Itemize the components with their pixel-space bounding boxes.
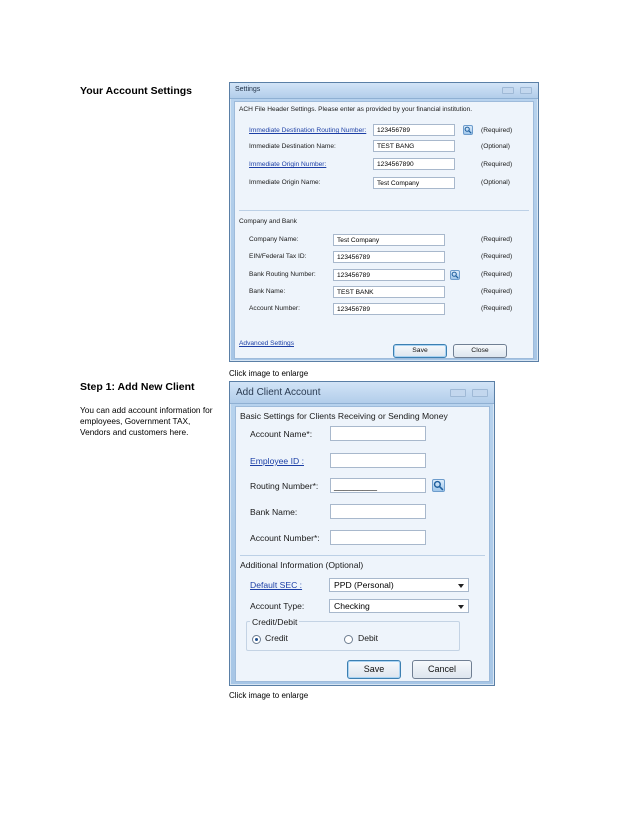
account-number-label: Account Number*: xyxy=(250,533,320,543)
default-sec-select[interactable] xyxy=(329,578,469,592)
account-type-label: Account Type: xyxy=(250,601,305,611)
ein-hint: (Required) xyxy=(481,253,513,260)
employee-id-input[interactable] xyxy=(330,453,426,468)
minimize-icon[interactable] xyxy=(450,389,466,397)
bank-name-hint: (Required) xyxy=(481,288,513,295)
dest-name-input[interactable]: TEST BANG xyxy=(373,140,455,152)
close-icon[interactable] xyxy=(472,389,488,397)
debit-radio[interactable] xyxy=(344,635,353,644)
caption-settings[interactable]: Click image to enlarge xyxy=(229,369,309,378)
magnifier-icon xyxy=(464,126,472,134)
default-sec-link[interactable]: Default SEC : xyxy=(250,580,303,590)
routing-number-input[interactable]: _________ xyxy=(330,478,426,493)
additional-info-title: Additional Information (Optional) xyxy=(240,560,364,570)
minimize-icon[interactable] xyxy=(502,87,514,94)
caption-add-client[interactable]: Click image to enlarge xyxy=(229,691,309,700)
bank-name-input[interactable] xyxy=(330,504,426,519)
chevron-down-icon xyxy=(458,584,464,588)
section-divider xyxy=(239,210,529,211)
credit-label: Credit xyxy=(265,633,288,643)
account-number-input[interactable] xyxy=(330,530,426,545)
heading-account-settings: Your Account Settings xyxy=(80,85,193,97)
origin-name-input[interactable]: Test Company xyxy=(373,177,455,189)
origin-name-hint: (Optional) xyxy=(481,179,510,186)
company-name-input[interactable]: Test Company xyxy=(333,234,445,246)
add-client-title-bar xyxy=(230,382,494,404)
ach-header-text: ACH File Header Settings. Please enter as provided by your financial institution. xyxy=(239,106,473,113)
magnifier-icon xyxy=(433,480,444,491)
company-name-label: Company Name: xyxy=(249,236,299,243)
settings-title: Settings xyxy=(235,86,261,93)
save-button[interactable]: Save xyxy=(393,344,447,358)
credit-radio[interactable] xyxy=(252,635,261,644)
heading-step-1: Step 1: Add New Client xyxy=(80,381,195,393)
bank-routing-label: Bank Routing Number: xyxy=(249,271,316,278)
routing-lookup-button[interactable] xyxy=(432,479,445,492)
company-section-title: Company and Bank xyxy=(239,218,297,225)
magnifier-icon xyxy=(451,271,459,279)
dest-routing-hint: (Required) xyxy=(481,127,513,134)
bank-name-label: Bank Name: xyxy=(250,507,298,517)
settings-content xyxy=(234,101,534,359)
add-client-dialog xyxy=(229,381,495,686)
debit-label: Debit xyxy=(358,633,379,643)
credit-debit-label: Credit/Debit xyxy=(252,617,298,627)
account-number-input[interactable]: 123456789 xyxy=(333,303,445,315)
employee-id-link[interactable]: Employee ID : xyxy=(250,456,304,466)
bank-routing-hint: (Required) xyxy=(481,271,513,278)
origin-number-link[interactable]: Immediate Origin Number: xyxy=(249,161,327,168)
cancel-button[interactable]: Cancel xyxy=(412,660,472,679)
settings-title-bar xyxy=(230,83,538,99)
section-divider xyxy=(240,555,485,556)
dest-routing-input[interactable]: 123456789 xyxy=(373,124,455,136)
bank-name-label: Bank Name: xyxy=(249,288,286,295)
bank-name-input[interactable]: TEST BANK xyxy=(333,286,445,298)
step-1-description: You can add account information for employees, Government TAX, Vendors and customers here. xyxy=(80,405,213,437)
chevron-down-icon xyxy=(458,605,464,609)
account-number-hint: (Required) xyxy=(481,305,513,312)
basic-settings-title: Basic Settings for Clients Receiving or Sending Money xyxy=(240,411,448,421)
settings-dialog xyxy=(229,82,539,362)
advanced-settings-link[interactable]: Advanced Settings xyxy=(239,340,294,347)
bank-routing-input[interactable]: 123456789 xyxy=(333,269,445,281)
save-button[interactable]: Save xyxy=(347,660,401,679)
account-type-select[interactable] xyxy=(329,599,469,613)
account-name-label: Account Name*: xyxy=(250,429,313,439)
ein-label: EIN/Federal Tax ID: xyxy=(249,253,307,260)
default-sec-value: PPD (Personal) xyxy=(334,580,394,590)
account-name-input[interactable] xyxy=(330,426,426,441)
company-name-hint: (Required) xyxy=(481,236,513,243)
ein-input[interactable]: 123456789 xyxy=(333,251,445,263)
routing-number-label: Routing Number*: xyxy=(250,481,319,491)
dest-name-hint: (Optional) xyxy=(481,143,510,150)
origin-number-hint: (Required) xyxy=(481,161,513,168)
close-button[interactable]: Close xyxy=(453,344,507,358)
bank-routing-lookup-button[interactable] xyxy=(450,270,460,280)
dest-name-label: Immediate Destination Name: xyxy=(249,143,336,150)
dest-routing-link[interactable]: Immediate Destination Routing Number: xyxy=(249,127,367,134)
account-type-value: Checking xyxy=(334,601,370,611)
origin-name-label: Immediate Origin Name: xyxy=(249,179,321,186)
account-number-label: Account Number: xyxy=(249,305,300,312)
dest-routing-lookup-button[interactable] xyxy=(463,125,473,135)
close-icon[interactable] xyxy=(520,87,532,94)
add-client-title: Add Client Account xyxy=(236,387,321,398)
origin-number-input[interactable]: 1234567890 xyxy=(373,158,455,170)
add-client-content xyxy=(235,406,490,682)
